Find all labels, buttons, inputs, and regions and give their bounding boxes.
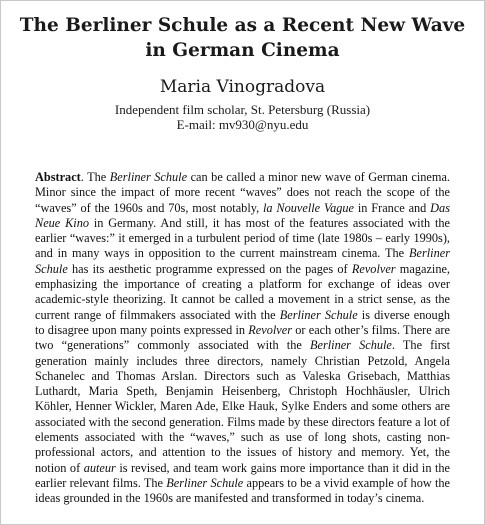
abstract-italic-term: Berliner Schule xyxy=(166,475,244,490)
abstract-italic-term: Berliner Schule xyxy=(109,170,188,184)
abstract-text: can be called a minor new wave of German cinema. Minor since the impact of more recent “waves” does not reach the scope of the “waves” of the 1960s and 70s, most notably, xyxy=(35,170,450,215)
author-name: Maria Vinogradova xyxy=(159,77,326,97)
abstract-italic-term: Berliner Schule xyxy=(309,338,392,353)
author-affiliation: Independent film scholar, St. Petersburg (Russia) xyxy=(114,102,371,117)
abstract-text: in France and xyxy=(354,200,431,215)
abstract-text: is revised, and team work gains more importance than it did in the earlier relevant films. The xyxy=(35,460,451,490)
abstract-text: . The first generation mainly includes three directors, namely Christian Petzold, Angela Schanelec and Thomas Arslan. Directors such as Valeska Grisebach, Matthias Luthardt, Maria Speth, Benjamin Heisenberg, Christoph Hochhäusler, Ulrich Köhler, Henner Wickler, Maren Ade, Elke Hauk, Sylke Enders and some others are associated with the second generation. Films made by these directors feature a lot of elements associated with the “waves,” such as use of long shots, casting non-professional actors, and attention to the issues of history and memory. Yet, the notion of xyxy=(35,338,450,475)
abstract-text: appears to be a vivid example of how the ideas grounded in the 1960s are manifested and transformed in today’s cinema. xyxy=(35,475,450,506)
abstract-italic-term: Revolver xyxy=(351,261,396,276)
abstract-italic-term: Berliner Schule xyxy=(35,246,450,276)
author-email: E-mail: mv930@nyu.edu xyxy=(176,117,309,132)
abstract-italic-term: Das Neue Kino xyxy=(35,200,450,230)
abstract-paragraph xyxy=(1,170,484,507)
abstract-italic-term: la Nouvelle Vague xyxy=(263,200,355,215)
abstract-label: Abstract xyxy=(35,170,81,184)
abstract-text: or each other’s films. There are two “generations” commonly associated with the xyxy=(35,322,450,353)
abstract-italic-term: Revolver xyxy=(248,322,292,337)
abstract-italic-term: Berliner Schule xyxy=(279,307,358,322)
abstract-italic-term: auteur xyxy=(83,460,116,475)
abstract-text: . The xyxy=(80,170,110,184)
abstract-text: in Germany. And still, it has most of the features associated with the earlier “waves:” it emerged in a turbulent period of time (late 1980s – early 1990s), and in many ways in opposition to the current mainstream cinema. The xyxy=(35,215,450,261)
abstract-text: is diverse enough to disagree upon many points expressed in xyxy=(35,307,450,337)
abstract-text: magazine, emphasizing the importance of creating a platform for exchange of ideas over academic-style theorizing. It cannot be called a movement in a strict sense, as the current range of filmmakers associated with the xyxy=(35,261,450,322)
abstract-text: has its aesthetic programme expressed on the pages of xyxy=(67,261,352,276)
paper-title: The Berliner Schule as a Recent New Wave in German Cinema xyxy=(19,15,466,61)
